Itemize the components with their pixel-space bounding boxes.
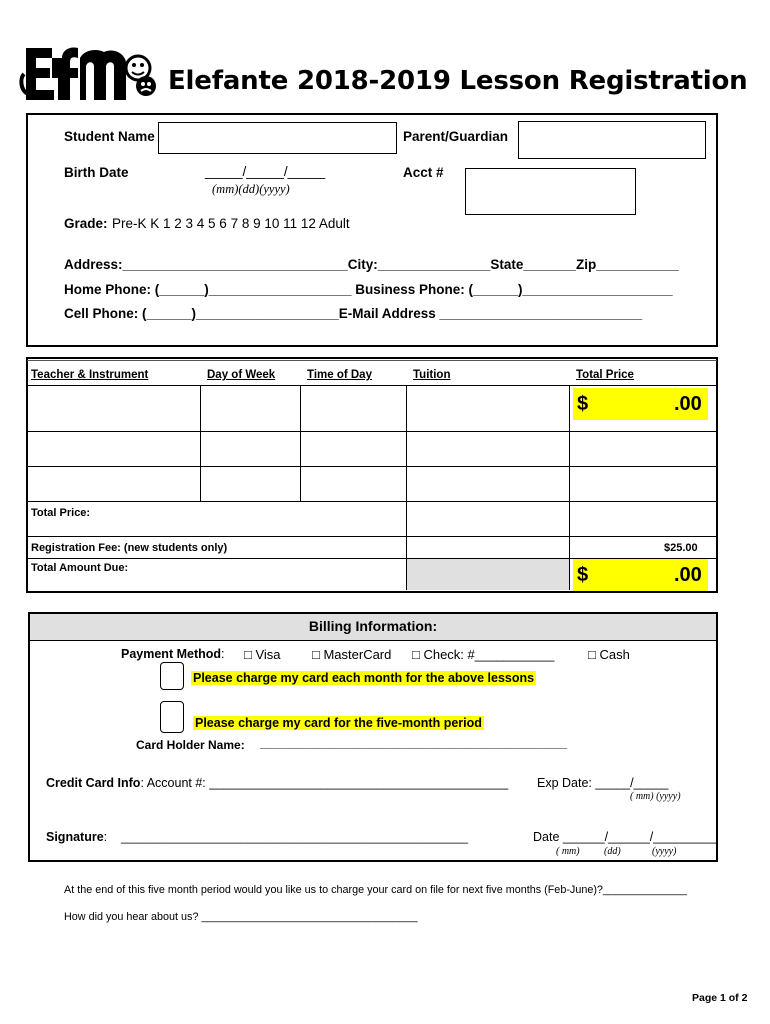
student-name-label: Student Name xyxy=(64,129,155,144)
billing-title: Billing Information: xyxy=(308,618,438,634)
phone-line[interactable]: Home Phone: (______)___________________ Business Phone: (______)____________________ xyxy=(64,282,673,297)
visa-checkbox[interactable]: □ Visa xyxy=(244,647,281,662)
birth-date-field[interactable]: _____/_____/_____ xyxy=(205,164,326,179)
elefante-logo xyxy=(18,44,158,106)
header-time-of-day: Time of Day xyxy=(307,369,372,381)
date-hint-dd: (dd) xyxy=(604,846,621,857)
exp-date-field[interactable]: Exp Date: _____/_____ xyxy=(537,776,669,790)
price-currency: $ xyxy=(577,393,589,415)
five-month-charge-checkbox[interactable] xyxy=(160,701,184,733)
acct-input[interactable] xyxy=(465,168,636,215)
grade-options[interactable]: Pre-K K 1 2 3 4 5 6 7 8 9 10 11 12 Adult xyxy=(112,216,350,231)
payment-method-label: Payment Method: xyxy=(121,647,225,661)
lesson-row-1-teacher-cell[interactable] xyxy=(28,386,200,431)
credit-card-info[interactable]: Credit Card Info: Account #: ___________________________________________ xyxy=(46,776,509,790)
birth-date-label: Birth Date xyxy=(64,165,129,180)
student-name-input[interactable] xyxy=(158,122,397,154)
registration-fee-value: $25.00 xyxy=(664,542,698,554)
elephant-logo-icon xyxy=(18,44,158,106)
parent-guardian-input[interactable] xyxy=(518,121,706,159)
cell-email-line[interactable]: Cell Phone: (______)___________________E-Mail Address ___________________________ xyxy=(64,306,643,321)
header-day-of-week: Day of Week xyxy=(207,369,276,381)
check-checkbox[interactable]: □ Check: #___________ xyxy=(412,647,555,662)
date-field[interactable]: Date ______/______/_________ xyxy=(533,830,716,844)
lesson-row-3-teacher-cell[interactable] xyxy=(28,467,200,501)
amount-due-label: Total Amount Due: xyxy=(31,562,129,574)
date-hint-yyyy: (yyyy) xyxy=(652,846,677,857)
five-month-charge-text: Please charge my card for the five-month period xyxy=(195,716,482,730)
grade-label: Grade: xyxy=(64,216,108,231)
header-tuition: Tuition xyxy=(413,369,451,381)
due-cents: .00 xyxy=(674,564,702,586)
card-holder-label: Card Holder Name: xyxy=(136,738,245,752)
address-line[interactable]: Address:______________________________City:_______________State_______Zip___________ xyxy=(64,257,679,272)
lesson-row-2-teacher-cell[interactable] xyxy=(28,432,200,466)
header-total-price: Total Price xyxy=(576,369,634,381)
parent-guardian-label: Parent/Guardian xyxy=(403,129,509,144)
due-currency: $ xyxy=(577,564,589,586)
renewal-question[interactable]: At the end of this five month period would you like us to charge your card on file for next five months (Feb-June)?______________ xyxy=(64,884,687,896)
monthly-charge-checkbox[interactable] xyxy=(160,662,184,690)
referral-question[interactable]: How did you hear about us? ____________________________________ xyxy=(64,911,418,923)
birth-date-hint: (mm)(dd)(yyyy) xyxy=(212,182,290,196)
mastercard-checkbox[interactable]: □ MasterCard xyxy=(312,647,392,662)
signature-field[interactable]: ____________________________________________________ xyxy=(121,830,469,844)
page-title: Elefante 2018-2019 Lesson Registration xyxy=(168,66,748,96)
header-teacher-instrument: Teacher & Instrument xyxy=(31,369,149,381)
exp-date-hint: ( mm) (yyyy) xyxy=(630,791,681,802)
card-holder-field[interactable]: ______________________________________________ xyxy=(260,736,567,750)
amount-due-shade xyxy=(407,559,569,590)
cash-checkbox[interactable]: □ Cash xyxy=(588,647,630,662)
signature-label: Signature: xyxy=(46,830,108,844)
page-number: Page 1 of 2 xyxy=(692,992,748,1004)
total-price-label: Total Price: xyxy=(31,507,91,519)
price-cents: .00 xyxy=(674,393,702,415)
registration-fee-label: Registration Fee: (new students only) xyxy=(31,542,228,554)
date-hint-mm: ( mm) xyxy=(556,846,580,857)
acct-label: Acct # xyxy=(403,165,444,180)
monthly-charge-text: Please charge my card each month for the above lessons xyxy=(193,671,535,685)
